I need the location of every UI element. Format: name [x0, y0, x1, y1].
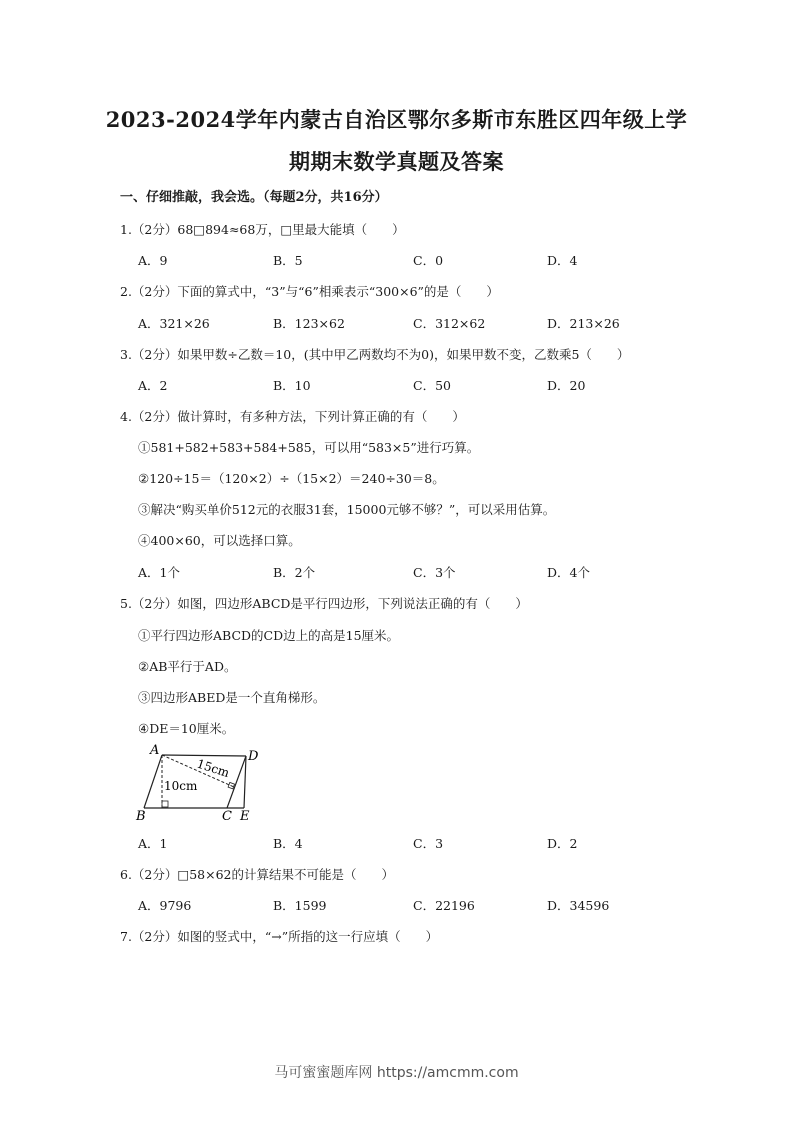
- figure-label-c: C: [222, 809, 232, 824]
- figure-right-angle-mark: [162, 801, 168, 807]
- q2-option-d: D．213×26: [547, 316, 620, 331]
- q5-option-c: C．3: [413, 836, 444, 851]
- q3-option-c: C．50: [413, 378, 451, 393]
- q5-statement-3: ③四边形ABED是一个直角梯形。: [138, 690, 326, 705]
- q2-option-a: A．321×26: [138, 316, 210, 331]
- q3-option-d: D．20: [547, 378, 586, 393]
- q4-option-c: C．3个: [413, 565, 456, 580]
- section-heading: 一、仔细推敲，我会选。（每题2分，共16分）: [120, 190, 388, 205]
- q4-option-d: D．4个: [547, 565, 590, 580]
- figure-dim-15cm: 15cm: [195, 756, 232, 781]
- footer-watermark: 马可蜜蜜题库网 https://amcmm.com: [274, 1065, 519, 1081]
- figure-label-d: D: [248, 749, 259, 764]
- q5-statement-4: ④DE＝10厘米。: [138, 721, 235, 736]
- q6-option-d: D．34596: [547, 898, 610, 913]
- parallelogram-figure: [130, 740, 270, 825]
- figure-dim-10cm: 10cm: [164, 779, 198, 793]
- q4-option-b: B．2个: [273, 565, 316, 580]
- q6-option-a: A．9796: [138, 898, 192, 913]
- q4-statement-4: ④400×60，可以选择口算。: [138, 533, 301, 548]
- figure-side-ab: [144, 755, 162, 808]
- figure-side-ad: [162, 755, 246, 756]
- q1-option-c: C．0: [413, 253, 444, 268]
- q6-option-c: C．22196: [413, 898, 475, 913]
- question-1-stem: 1.（2分）68□894≈68万，□里最大能填（ ）: [120, 222, 405, 237]
- question-2-stem: 2.（2分）下面的算式中，“3”与“6”相乘表示“300×6”的是（ ）: [120, 284, 499, 299]
- page-title-line2: 期期末数学真题及答案: [289, 149, 504, 174]
- figure-label-b: B: [136, 809, 146, 824]
- q3-option-b: B．10: [273, 378, 311, 393]
- question-6-stem: 6.（2分）□58×62的计算结果不可能是（ ）: [120, 867, 394, 882]
- figure-label-e: E: [240, 809, 250, 824]
- q6-option-b: B．1599: [273, 898, 327, 913]
- q2-option-b: B．123×62: [273, 316, 345, 331]
- question-7-stem: 7.（2分）如图的竖式中，“→”所指的这一行应填（ ）: [120, 929, 439, 944]
- q5-option-b: B．4: [273, 836, 303, 851]
- q1-option-a: A．9: [138, 253, 168, 268]
- q5-statement-1: ①平行四边形ABCD的CD边上的高是15厘米。: [138, 628, 400, 643]
- q4-statement-3: ③解决“购买单价512元的衣服31套，15000元够不够？”，可以采用估算。: [138, 502, 556, 517]
- figure-side-cd: [227, 756, 246, 808]
- q5-option-a: A．1: [138, 836, 168, 851]
- question-5-stem: 5.（2分）如图，四边形ABCD是平行四边形，下列说法正确的有（ ）: [120, 596, 528, 611]
- question-4-stem: 4.（2分）做计算时，有多种方法，下列计算正确的有（ ）: [120, 409, 465, 424]
- q5-statement-2: ②AB平行于AD。: [138, 659, 237, 674]
- question-3-stem: 3.（2分）如果甲数÷乙数＝10，(其中甲乙两数均不为0)，如果甲数不变，乙数乘5（ ）: [120, 347, 630, 362]
- q4-option-a: A．1个: [138, 565, 180, 580]
- q1-option-b: B．5: [273, 253, 303, 268]
- figure-label-a: A: [150, 743, 160, 758]
- q4-statement-1: ①581+582+583+584+585，可以用“583×5”进行巧算。: [138, 440, 480, 455]
- q1-option-d: D．4: [547, 253, 578, 268]
- q4-statement-2: ②120÷15＝（120×2）÷（15×2）＝240÷30＝8。: [138, 471, 445, 486]
- q3-option-a: A．2: [138, 378, 168, 393]
- page-title-line1: 2023-2024学年内蒙古自治区鄂尔多斯市东胜区四年级上学: [105, 107, 688, 132]
- figure-side-de: [244, 756, 246, 808]
- q2-option-c: C．312×62: [413, 316, 486, 331]
- q5-option-d: D．2: [547, 836, 578, 851]
